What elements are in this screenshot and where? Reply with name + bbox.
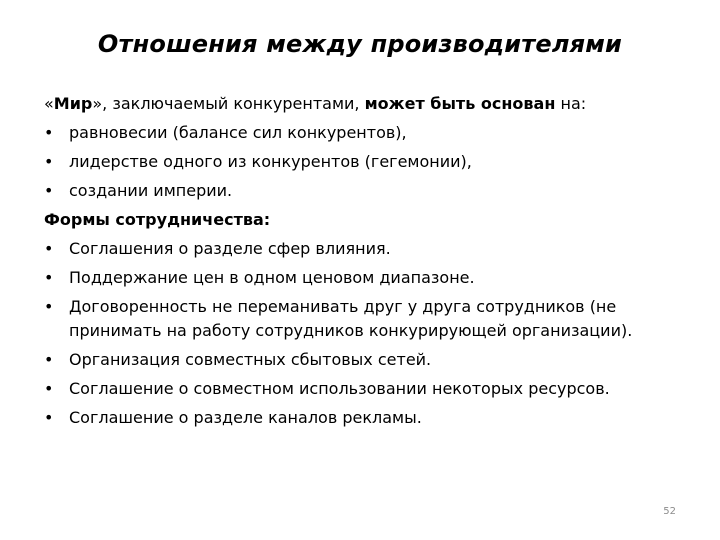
list-item-text: Соглашения о разделе сфер влияния. [69,239,391,258]
bullet-icon: • [44,408,54,427]
slide-title: Отношения между производителями [97,30,623,58]
peace-word: Мир [53,94,93,113]
bullet-icon: • [44,379,54,398]
bullet-icon: • [44,268,54,287]
list-item [44,237,684,261]
list-item [44,348,684,372]
list-item-text: равновесии (балансе сил конкурентов), [69,123,407,142]
list-item [44,150,684,174]
intro-bold-phrase: может быть основан [364,94,556,113]
basis-list [44,121,684,203]
list-item [44,266,684,290]
page-number: 52 [663,506,676,517]
slide-body [44,92,684,435]
open-quote: « [44,94,54,113]
bullet-icon: • [44,350,54,369]
bullet-icon: • [44,152,54,171]
intro-paragraph [44,92,684,116]
cooperation-list [44,237,684,430]
cooperation-heading: Формы сотрудничества: [44,210,271,229]
list-item-text: создании империи. [69,181,233,200]
list-item-text: Организация совместных сбытовых сетей. [69,350,432,369]
list-item [44,377,684,401]
bullet-icon: • [44,239,54,258]
list-item [44,295,684,343]
list-item-text: лидерстве одного из конкурентов (гегемонии), [69,152,472,171]
bullet-icon: • [44,297,54,316]
list-item-text: Соглашение о разделе каналов рекламы. [69,408,422,427]
list-item-text: Договоренность не переманивать друг у друга сотрудников (не принимать на работу сотрудников конкурирующей организации). [69,297,633,340]
bullet-icon: • [44,181,54,200]
intro-tail: на: [555,94,587,113]
bullet-icon: • [44,123,54,142]
list-item-text: Соглашение о совместном использовании некоторых ресурсов. [69,379,610,398]
list-item-text: Поддержание цен в одном ценовом диапазоне. [69,268,475,287]
intro-text: », заключаемый конкурентами, [92,94,365,113]
list-item [44,179,684,203]
list-item [44,406,684,430]
list-item [44,121,684,145]
